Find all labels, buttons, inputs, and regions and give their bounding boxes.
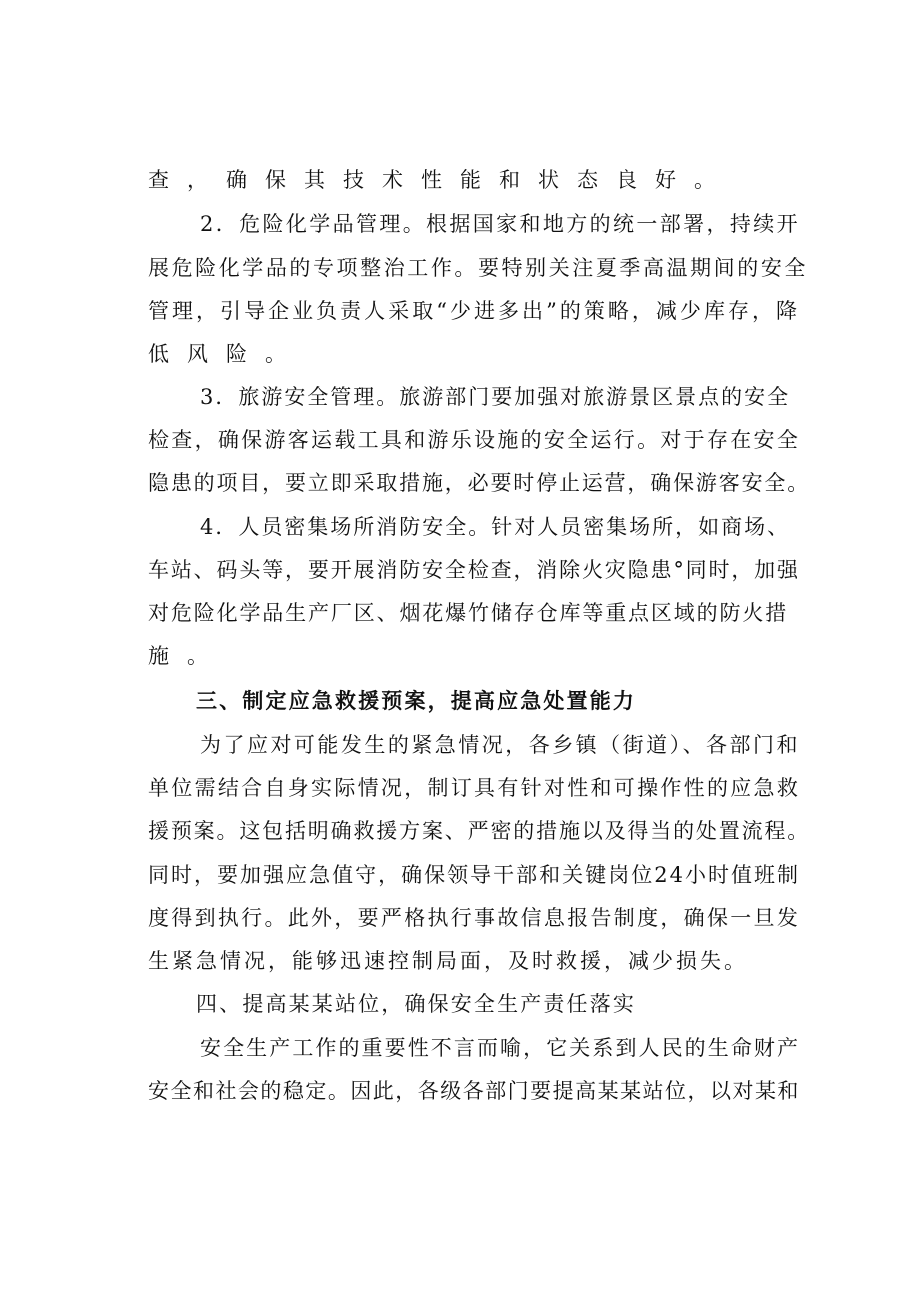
item-3-line-1: 3．旅游安全管理。旅游部门要加强对旅游景区景点的安全 (200, 385, 791, 409)
item-4-line-4: 施。 (148, 644, 226, 668)
section-3-line-1: 为了应对可能发生的紧急情况，各乡镇（街道）、各部门和 (200, 733, 800, 757)
section-4-line-1: 安全生产工作的重要性不言而喻，它关系到人民的生命财产 (200, 1036, 801, 1060)
item-2-line-3: 管理，引导企业负责人采取“少进多出”的策略，减少库存，降 (148, 299, 801, 323)
section-3-line-6: 生紧急情况，能够迅速控制局面，及时救援，减少损失。 (148, 949, 748, 973)
item-2-line-2: 展危险化学品的专项整治工作。要特别关注夏季高温期间的安全 (148, 256, 808, 280)
item-4-line-2: 车站、码头等，要开展消防安全检查，消除火灾隐患°同时，加强 (148, 558, 800, 582)
section-4-heading: 四、提高某某站位，确保安全生产责任落实 (196, 992, 637, 1016)
item-2-line-1: 2．危险化学品管理。根据国家和地方的统一部署，持续开 (200, 212, 800, 236)
section-3-line-5: 度得到执行。此外，要严格执行事故信息报告制度，确保一旦发 (148, 906, 801, 930)
section-3-heading: 三、制定应急救援预案，提高应急处置能力 (196, 689, 637, 713)
item-4-line-1: 4．人员密集场所消防安全。针对人员密集场所，如商场、 (200, 515, 791, 539)
section-3-line-2: 单位需结合自身实际情况，制订具有针对性和可操作性的应急救 (148, 776, 801, 800)
section-3-line-3: 援预案。这包括明确救援方案、严密的措施以及得当的处置流程。 (148, 819, 811, 843)
item-3-line-2: 检查，确保游客运载工具和游乐设施的安全运行。对于存在安全 (148, 428, 801, 452)
item-3-line-3: 隐患的项目，要立即采取措施，必要时停止运营，确保游客安全。 (148, 471, 811, 495)
item-4-line-3: 对危险化学品生产厂区、烟花爆竹储存仓库等重点区域的防火措 (148, 601, 789, 625)
section-4-line-2: 安全和社会的稳定。因此，各级各部门要提高某某站位，以对某和 (148, 1079, 800, 1103)
item-2-line-4: 低风险。 (148, 342, 304, 366)
body-line-1: 查，确保其技术性能和状态良好。 (148, 168, 733, 192)
section-3-line-4: 同时，要加强应急值守，确保领导干部和关键岗位24小时值班制 (148, 863, 801, 887)
